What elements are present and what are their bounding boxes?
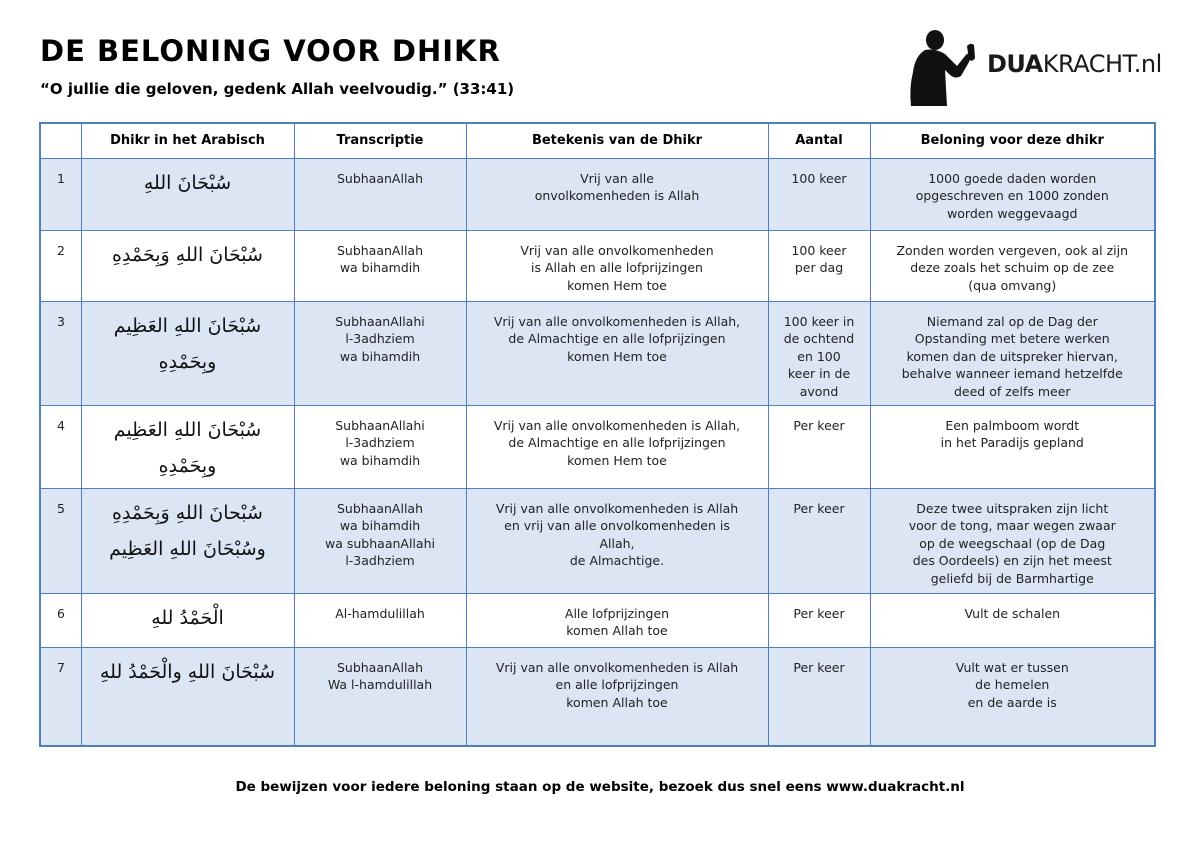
cell-number: 1 — [40, 158, 81, 230]
logo-text-regular: KRACHT.nl — [1042, 50, 1162, 78]
cell-transcription-line: SubhaanAllah — [336, 170, 424, 186]
cell-transcription-line: wa bihamdih — [339, 452, 421, 468]
cell-count — [768, 488, 870, 593]
cell-number: 2 — [40, 230, 81, 301]
cell-count-line: Per keer — [793, 417, 845, 433]
cell-reward-line: des Oordeels) en zijn het meest — [912, 553, 1112, 568]
cell-number: 6 — [40, 593, 81, 647]
cell-arabic-line: سُبْحانَ اللهِ وَبِحَمْدِهِ — [112, 501, 263, 524]
cell-meaning-line: Alle lofprijzingen — [564, 605, 670, 621]
table-row — [40, 230, 1155, 301]
cell-meaning — [466, 488, 768, 593]
cell-meaning-line: en vrij van alle onvolkomenheden is — [504, 518, 730, 533]
cell-meaning-line: onvolkomenheden is Allah — [534, 188, 700, 203]
cell-meaning — [466, 405, 768, 488]
cell-transcription — [294, 230, 466, 301]
cell-number: 5 — [40, 488, 81, 593]
header-meaning: Betekenis van de Dhikr — [466, 123, 768, 158]
cell-transcription-line: wa bihamdih — [339, 518, 421, 533]
cell-count — [768, 593, 870, 647]
cell-reward-line: worden weggevaagd — [947, 205, 1078, 221]
table-row — [40, 488, 1155, 593]
cell-transcription-line: Wa l-hamdulillah — [327, 677, 433, 692]
person-praying-icon — [905, 28, 985, 108]
cell-meaning-line: komen Allah toe — [566, 694, 668, 710]
page-subtitle: “O jullie die geloven, gedenk Allah veelvoudig.” (33:41) — [40, 80, 515, 98]
cell-reward-line: (qua omvang) — [968, 277, 1057, 293]
cell-meaning-line: komen Hem toe — [567, 452, 667, 468]
cell-reward-line: komen dan de uitspreker hiervan, — [906, 348, 1118, 364]
cell-reward-line: Een palmboom wordt — [945, 417, 1080, 433]
cell-arabic-line: وسُبْحَانَ اللهِ العَظِيم — [109, 537, 266, 560]
cell-reward-line: en de aarde is — [967, 694, 1057, 710]
header-reward: Beloning voor deze dhikr — [870, 123, 1155, 158]
cell-count-line: Per keer — [793, 605, 845, 621]
cell-transcription — [294, 158, 466, 230]
cell-reward — [870, 301, 1155, 405]
cell-arabic — [81, 230, 294, 301]
cell-meaning-line: de Almachtige. — [569, 553, 665, 568]
cell-arabic-line: الْحَمْدُ للهِ — [151, 606, 224, 629]
cell-meaning-line: Vrij van alle onvolkomenheden is Allah — [495, 500, 739, 516]
cell-reward — [870, 230, 1155, 301]
header-count: Aantal — [768, 123, 870, 158]
cell-transcription-line: SubhaanAllah — [336, 500, 424, 516]
cell-meaning — [466, 647, 768, 746]
header-arabic: Dhikr in het Arabisch — [81, 123, 294, 158]
cell-count-line: en 100 — [797, 348, 841, 364]
table-row — [40, 647, 1155, 746]
cell-transcription — [294, 405, 466, 488]
cell-reward-line: Deze twee uitspraken zijn licht — [916, 500, 1109, 516]
cell-reward-line: geliefd bij de Barmhartige — [930, 570, 1094, 586]
cell-transcription — [294, 647, 466, 746]
cell-count-line: Per keer — [793, 659, 845, 675]
cell-meaning-line: Vrij van alle onvolkomenheden is Allah — [495, 659, 739, 675]
cell-arabic-line: سُبْحَانَ اللهِ وَبِحَمْدِهِ — [112, 243, 263, 266]
cell-transcription — [294, 301, 466, 405]
cell-count-line: avond — [799, 383, 839, 399]
cell-number: 4 — [40, 405, 81, 488]
cell-number: 7 — [40, 647, 81, 746]
cell-arabic-line: سُبْحَانَ اللهِ — [143, 171, 232, 194]
cell-transcription-line: wa bihamdih — [339, 348, 421, 364]
cell-arabic-line: سُبْحَانَ اللهِ والْحَمْدُ للهِ — [99, 660, 276, 683]
cell-reward-line: op de weegschaal (op de Dag — [919, 535, 1106, 551]
cell-count-line: de ochtend — [783, 331, 855, 346]
cell-count-line: per dag — [794, 260, 844, 275]
cell-transcription-line: l-3adhziem — [345, 553, 415, 568]
cell-meaning-line: de Almachtige en alle lofprijzingen — [508, 331, 726, 346]
cell-arabic — [81, 301, 294, 405]
cell-arabic — [81, 593, 294, 647]
cell-reward — [870, 647, 1155, 746]
cell-arabic — [81, 488, 294, 593]
cell-reward-line: 1000 goede daden worden — [928, 170, 1097, 186]
cell-meaning-line: is Allah en alle lofprijzingen — [531, 260, 703, 275]
cell-reward-line: Zonden worden vergeven, ook al zijn — [896, 242, 1129, 258]
cell-reward — [870, 593, 1155, 647]
cell-transcription-line: l-3adhziem — [345, 435, 415, 450]
table-row — [40, 405, 1155, 488]
cell-meaning-line: de Almachtige en alle lofprijzingen — [508, 435, 726, 450]
cell-meaning-line: Vrij van alle — [580, 170, 654, 186]
cell-meaning-line: Vrij van alle onvolkomenheden — [520, 242, 714, 258]
table-row — [40, 301, 1155, 405]
cell-reward-line: Niemand zal op de Dag der — [926, 313, 1098, 329]
duakracht-logo[interactable] — [905, 28, 1160, 108]
footer-note: De bewijzen voor iedere beloning staan op de website, bezoek dus snel eens www.duakracht.nl — [235, 779, 965, 795]
cell-arabic — [81, 405, 294, 488]
cell-count — [768, 301, 870, 405]
cell-transcription-line: SubhaanAllahi — [335, 417, 425, 433]
cell-transcription-line: wa bihamdih — [339, 260, 421, 275]
cell-transcription — [294, 488, 466, 593]
cell-reward-line: Vult de schalen — [964, 605, 1061, 621]
cell-reward-line: deze zoals het schuim op de zee — [910, 260, 1115, 275]
cell-arabic-line: وبِحَمْدِهِ — [158, 454, 217, 477]
cell-meaning-line: Vrij van alle onvolkomenheden is Allah, — [493, 417, 741, 433]
cell-reward-line: Vult wat er tussen — [955, 659, 1069, 675]
cell-transcription-line: Al-hamdulillah — [335, 605, 425, 621]
cell-meaning-line: Vrij van alle onvolkomenheden is Allah, — [493, 313, 741, 329]
cell-arabic — [81, 158, 294, 230]
cell-transcription-line: wa subhaanAllahi — [325, 535, 435, 551]
cell-transcription-line: SubhaanAllah — [336, 659, 424, 675]
cell-meaning-line: komen Allah toe — [566, 623, 668, 638]
cell-arabic — [81, 647, 294, 746]
table-header-row — [40, 123, 1155, 158]
cell-reward-line: opgeschreven en 1000 zonden — [915, 188, 1109, 203]
cell-transcription-line: l-3adhziem — [345, 331, 415, 346]
cell-count-line: 100 keer in — [783, 313, 855, 329]
cell-arabic-line: سُبْحَانَ اللهِ العَظِيم — [113, 314, 262, 337]
table-body — [40, 158, 1155, 746]
header-number — [40, 123, 81, 158]
logo-text-bold: DUA — [987, 50, 1043, 78]
cell-reward-line: in het Paradijs gepland — [940, 435, 1084, 450]
cell-meaning-line: komen Hem toe — [567, 348, 667, 364]
cell-reward-line: deed of zelfs meer — [953, 383, 1071, 399]
cell-transcription-line: SubhaanAllahi — [335, 313, 425, 329]
page-title: DE BELONING VOOR DHIKR — [40, 34, 501, 68]
cell-count — [768, 405, 870, 488]
table-row — [40, 158, 1155, 230]
dhikr-table — [39, 122, 1156, 747]
cell-count — [768, 230, 870, 301]
cell-meaning — [466, 158, 768, 230]
cell-reward — [870, 405, 1155, 488]
cell-count — [768, 647, 870, 746]
cell-arabic-line: وبِحَمْدِهِ — [158, 350, 217, 373]
cell-meaning — [466, 230, 768, 301]
logo-text — [987, 50, 1162, 78]
header-transcription: Transcriptie — [294, 123, 466, 158]
cell-reward-line: behalve wanneer iemand hetzelfde — [901, 366, 1123, 381]
cell-count-line: Per keer — [793, 500, 845, 516]
cell-transcription — [294, 593, 466, 647]
cell-reward — [870, 158, 1155, 230]
cell-arabic-line: سُبْحَانَ اللهِ العَظِيم — [113, 418, 262, 441]
cell-transcription-line: SubhaanAllah — [336, 242, 424, 258]
cell-meaning — [466, 593, 768, 647]
cell-number: 3 — [40, 301, 81, 405]
table-row — [40, 593, 1155, 647]
cell-reward-line: voor de tong, maar wegen zwaar — [908, 518, 1116, 533]
cell-count — [768, 158, 870, 230]
cell-meaning — [466, 301, 768, 405]
cell-meaning-line: Allah, — [599, 535, 635, 551]
cell-reward — [870, 488, 1155, 593]
cell-count-line: 100 keer — [791, 170, 847, 186]
cell-count-line: 100 keer — [791, 242, 847, 258]
cell-reward-line: de hemelen — [975, 677, 1050, 692]
cell-meaning-line: komen Hem toe — [567, 277, 667, 293]
cell-count-line: keer in de — [787, 366, 851, 381]
cell-reward-line: Opstanding met betere werken — [914, 331, 1110, 346]
cell-meaning-line: en alle lofprijzingen — [555, 677, 679, 692]
